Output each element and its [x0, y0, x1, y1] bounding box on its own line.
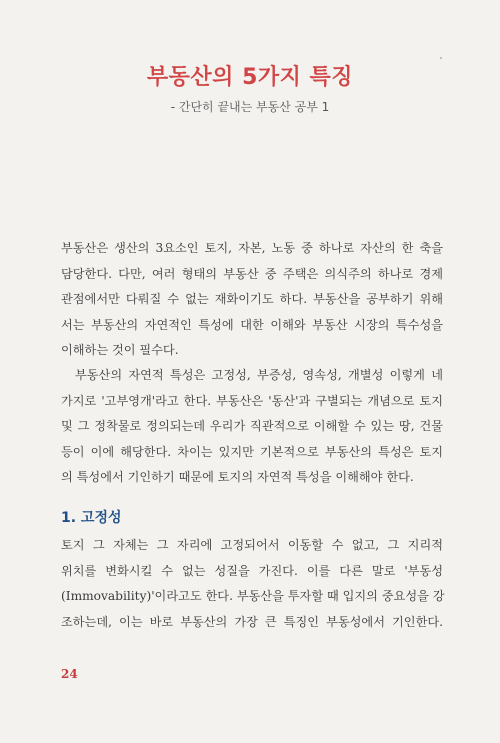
paragraph-line: 부동산은 생산의 3요소인 토지, 자본, 노동 중 하나로 자산의 한 축을: [61, 241, 443, 255]
page-number: 24: [61, 667, 78, 681]
page-subtitle: - 간단히 끝내는 부동산 공부 1: [170, 100, 330, 114]
paragraph-line: 및 그 정착물로 정의되는데 우리가 직관적으로 이해할 수 있는 땅, 건물: [61, 419, 443, 433]
paragraph-line: 토지 그 자체는 그 자리에 고정되어서 이동할 수 없고, 그 지리적: [61, 538, 443, 552]
section-heading: 1. 고정성: [61, 510, 122, 526]
paragraph-line: 의 특성에서 기인하기 때문에 토지의 자연적 특성을 이해해야 한다.: [61, 470, 414, 484]
section-paragraph: [61, 533, 443, 635]
paragraph-line: (Immovability)'이라고도 한다. 부동산을 투자할 때 입지의 중요성을 강: [61, 589, 445, 603]
paragraph-2: [61, 363, 443, 491]
paragraph-line: 서는 부동산의 자연적인 특성에 대한 이해와 부동산 시장의 특수성을: [61, 317, 443, 332]
paragraph-line: 부동산의 자연적 특성은 고정성, 부증성, 영속성, 개별성 이렇게 네: [75, 368, 443, 382]
paragraph-line: 가지로 '고부영개'라고 한다. 부동산은 '동산'과 구별되는 개념으로 토지: [61, 393, 443, 408]
paragraph-line: 위치를 변화시킬 수 없는 성질을 가진다. 이를 다른 말로 '부동성: [61, 563, 443, 578]
paragraph-line: 담당한다. 다만, 여러 형태의 부동산 중 주택은 의식주의 하나로 경제: [61, 266, 443, 281]
paragraph-1: [61, 236, 443, 364]
paragraph-line: 이해하는 것이 필수다.: [61, 343, 179, 357]
paragraph-line: 등이 이에 해당한다. 차이는 있지만 기본적으로 부동산의 특성은 토지: [61, 444, 443, 459]
page-title: 부동산의 5가지 특징: [146, 65, 354, 90]
paragraph-line: 조하는데, 이는 바로 부동산의 가장 큰 특징인 부동성에서 기인한다.: [61, 614, 443, 629]
speck: [440, 57, 442, 59]
paragraph-line: 관점에서만 다뤄질 수 없는 재화이기도 하다. 부동산을 공부하기 위해: [61, 292, 443, 306]
